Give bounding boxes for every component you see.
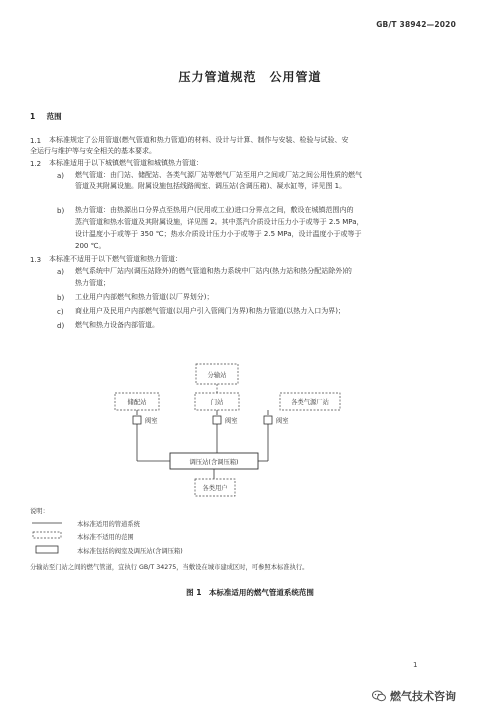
item-1-2-b-line-1: 热力管道：由热源出口分界点至热用户(民用或工业)进口分界点之间，敷设在城镇范围内的 — [75, 206, 354, 214]
gas-user-label: 各类用户 — [202, 485, 228, 492]
item-1-2-b-line-2: 蒸汽管道和热水管道及其附属设施，详见图 2。其中蒸汽介质设计压力小于或等于 2.5 MPa， — [75, 218, 364, 226]
section-heading — [30, 111, 62, 122]
valve-room-1-label: 阀室 — [145, 417, 158, 425]
item-1-3-d-label: d) — [57, 322, 65, 330]
item-1-2-b-line-4: 200 ℃。 — [75, 242, 106, 250]
valve-room-2-label: 阀室 — [225, 417, 238, 425]
legend-symbols — [30, 519, 74, 559]
item-1-3-c-text: 商业用户及民用户内部燃气管道(以用户引入管阀门为界)和热力管道(以热力入口为界)； — [75, 307, 345, 315]
chat-bubbles-icon — [372, 690, 386, 702]
item-1-3-a-line-2: 热力管道； — [75, 279, 110, 287]
valve-room-symbol — [264, 416, 272, 424]
clause-1-2-text: 本标准适用于以下城镇燃气管道和城镇热力管道： — [49, 159, 203, 167]
page-number: 1 — [413, 661, 418, 669]
legend-device-box-text: 本标准包括的阀室及调压站(含调压箱) — [77, 548, 183, 555]
storage-station-label: 储配站 — [127, 399, 147, 406]
item-1-3-a-line-1: 燃气系统中厂站内(调压站除外)的燃气管道和热力系统中厂站内(热力站和热分配站除外)的 — [75, 267, 352, 275]
item-1-3-b-text: 工业用户内部燃气和热力管道(以厂界划分)； — [75, 293, 214, 301]
gas-pipeline-diagram — [112, 362, 382, 512]
clause-1-1-number: 1.1 — [30, 137, 42, 145]
gas-source-plant-label: 各类气源厂站 — [291, 399, 329, 406]
clause-1-3-text: 本标准不适用于以下燃气管道和热力管道： — [49, 255, 182, 263]
watermark-text: 燃气技术咨询 — [390, 690, 456, 703]
distribution-station-label: 分输站 — [207, 372, 227, 379]
clause-1-3-number: 1.3 — [30, 256, 42, 264]
figure-note: 分输站至门站之间的燃气管道，宜执行 GB/T 34275，当敷设在城市建成区时，可参照本标准执行。 — [30, 564, 309, 571]
valve-room-3-label: 阀室 — [276, 417, 289, 425]
item-1-3-c-label: c) — [57, 308, 64, 316]
clause-1-1-line-1: 本标准规定了公用管道(燃气管道和热力管道)的材料、设计与计算、制作与安装、检验与试验、安 — [49, 136, 349, 144]
legend-dashed-box-icon — [33, 532, 61, 538]
section-title: 范围 — [46, 112, 62, 121]
item-1-2-a-label: a) — [57, 172, 65, 180]
legend-title: 说明： — [30, 508, 49, 515]
valve-room-symbol — [213, 416, 221, 424]
document-title: 压力管道规范 公用管道 — [178, 70, 322, 84]
gate-station-label: 门站 — [210, 399, 224, 406]
figure-caption: 图 1 本标准适用的燃气管道系统范围 — [186, 588, 314, 597]
regulator-station-label: 调压站(含调压箱) — [189, 459, 239, 466]
standard-code: GB/T 38942—2020 — [376, 20, 456, 29]
section-number: 1 — [30, 112, 36, 121]
legend-device-box-icon — [36, 546, 58, 553]
item-1-2-a-line-2: 管道及其附属设施。附属设施包括线路阀室、调压站(含调压箱)、凝水缸等，详见图 1。 — [75, 182, 347, 190]
clause-1-1-line-2: 全运行与维护等与安全相关的基本要求。 — [30, 147, 156, 155]
item-1-3-d-text: 燃气和热力设备内部管道。 — [75, 321, 159, 329]
legend-dashed-box-text: 本标准不适用的范围 — [77, 534, 134, 541]
valve-room-symbol — [133, 416, 141, 424]
item-1-2-a-line-1: 燃气管道：由门站、储配站、各类气源厂站等燃气厂站至用户之间或厂站之间公用性质的燃气 — [75, 171, 362, 179]
item-1-2-b-line-3: 设计温度小于或等于 350 ℃；热水介质设计压力小于或等于 2.5 MPa，设计温度小于或等于 — [75, 230, 362, 238]
clause-1-2-number: 1.2 — [30, 160, 42, 168]
item-1-3-a-label: a) — [57, 268, 65, 276]
item-1-2-b-label: b) — [57, 207, 65, 215]
legend-solid-line-text: 本标准适用的管道系统 — [77, 521, 140, 528]
watermark — [372, 688, 456, 704]
item-1-3-b-label: b) — [57, 294, 65, 302]
